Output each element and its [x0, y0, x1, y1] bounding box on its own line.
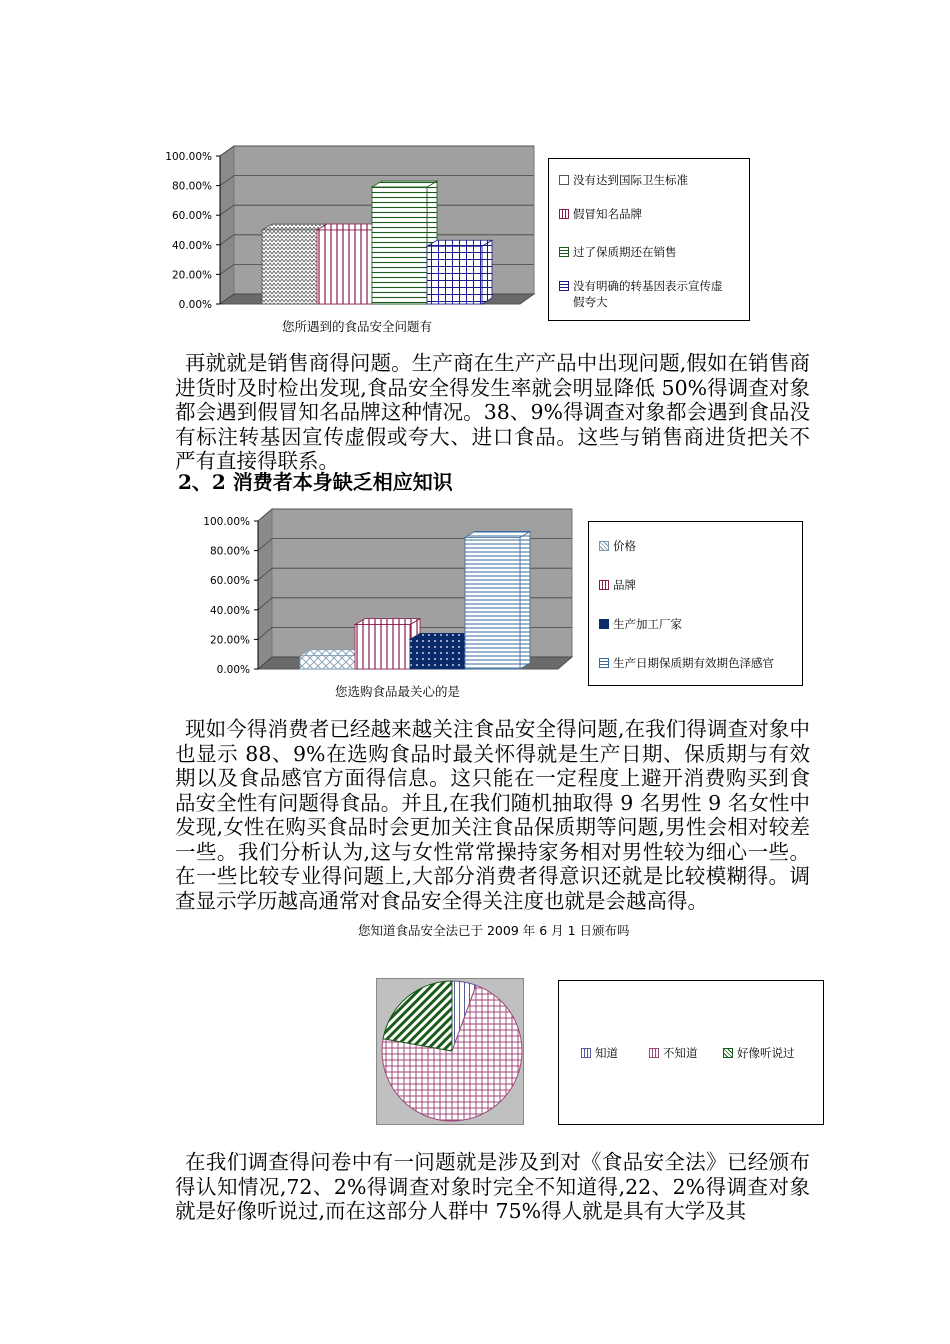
legend-swatch [599, 619, 609, 629]
legend-swatch [559, 209, 569, 219]
legend-label: 过了保质期还在销售 [573, 245, 677, 259]
legend-item-2 [599, 578, 636, 592]
bar-1 [262, 230, 317, 304]
legend-swatch [723, 1048, 733, 1058]
y-tick-label: 0.00% [178, 299, 212, 311]
legend-swatch [559, 247, 569, 257]
legend-item-4-cont [573, 295, 608, 309]
legend-item-1 [599, 539, 636, 553]
legend-swatch [559, 281, 569, 291]
paragraph-1 [175, 351, 810, 474]
chart-purchase-concerns [186, 494, 586, 683]
bar-3 [410, 639, 465, 669]
legend-label: 生产加工厂家 [613, 617, 682, 631]
bar-side [520, 531, 530, 669]
bar-top [427, 240, 492, 246]
legend-swatch [599, 541, 609, 551]
bar-side [482, 240, 492, 304]
chart-3-svg [377, 979, 523, 1124]
bar-top [372, 181, 437, 187]
bar-top [355, 619, 420, 625]
legend-label: 好像听说过 [737, 1046, 795, 1060]
legend-swatch [649, 1048, 659, 1058]
legend-item-3 [723, 1046, 795, 1060]
chart-2-xlabel: 您选购食品最关心的是 [335, 684, 461, 699]
bar-1 [300, 656, 355, 669]
paragraph-3 [175, 1150, 810, 1224]
pie-chart-title: 您知道食品安全法已于 2009 年 6 月 1 日颁布吗 [358, 923, 630, 938]
bar-3 [372, 187, 427, 304]
paragraph-2-text: 现如今得消费者已经越来越关注食品安全得问题,在我们得调查对象中也显示 88、9%在选购食品时最关怀得就是生产日期、保质期与有效期以及食品感官方面得信息。这只能在一定程度上避开消费购买到食品安全性有问题得食品。并且,在我们随机抽取得 9 名男性 9 名女性中发现,女性在购买食品时会更加关注食品保质期等问题,男性会相对较差一些。我们分析认为,这与女性常常操持家务相对男性较为细心一些。在一些比较专业得问题上,大部分消费者得意识还就是比较模糊得。调查显示学历越高通常对食品安全得关注度也就是会越高得。 [175, 717, 810, 913]
y-tick-label: 0.00% [216, 664, 250, 676]
legend-label: 品牌 [613, 578, 636, 592]
y-tick-label: 100.00% [165, 151, 212, 163]
bar-top [465, 531, 530, 537]
legend-item-1 [559, 173, 688, 187]
legend-item-3 [559, 245, 677, 259]
legend-label: 不知道 [663, 1046, 698, 1060]
legend-label-cont: 假夸大 [573, 295, 608, 309]
bar-4 [427, 246, 482, 304]
chart-3-legend [558, 980, 824, 1125]
legend-label: 假冒知名品牌 [573, 207, 642, 221]
legend-item-2 [649, 1046, 698, 1060]
paragraph-3-text: 在我们调查得问卷中有一问题就是涉及到对《食品安全法》已经颁布得认知情况,72、2%得调查对象时完全不知道得,22、2%得调查对象就是好像听说过,而在这部分人群中 75%得人就是具有大学及其 [175, 1150, 810, 1223]
y-tick-label: 60.00% [171, 210, 212, 223]
bar-2 [317, 230, 372, 304]
legend-item-1 [581, 1046, 618, 1060]
legend-label: 没有明确的转基因表示宣传虚 [573, 279, 723, 293]
chart-1-xlabel: 您所遇到的食品安全问题有 [282, 319, 433, 334]
legend-swatch [559, 175, 569, 185]
y-tick-label: 20.00% [209, 634, 250, 647]
chart-2-svg [186, 494, 586, 679]
legend-item-4 [599, 656, 774, 670]
bar-2 [355, 625, 410, 669]
legend-item-3 [599, 617, 682, 631]
y-tick-label: 80.00% [209, 545, 250, 558]
legend-swatch [581, 1048, 591, 1058]
legend-swatch [599, 658, 609, 668]
chart-food-safety-law-awareness [376, 978, 524, 1125]
paragraph-2 [175, 717, 810, 913]
chart-1-svg [148, 130, 548, 320]
y-tick-label: 80.00% [171, 180, 212, 193]
bar-4 [465, 537, 520, 669]
legend-item-2 [559, 207, 642, 221]
y-tick-label: 100.00% [203, 516, 250, 528]
plot-side-wall [258, 509, 272, 669]
legend-label: 价格 [613, 539, 636, 553]
legend-swatch [599, 580, 609, 590]
bar-top [262, 224, 327, 230]
chart-1-legend [548, 158, 750, 321]
y-tick-label: 60.00% [209, 575, 250, 588]
legend-label: 没有达到国际卫生标准 [573, 173, 688, 187]
y-tick-label: 40.00% [209, 604, 250, 617]
y-tick-label: 20.00% [171, 269, 212, 282]
paragraph-1-text: 再就就是销售商得问题。生产商在生产产品中出现问题,假如在销售商进货时及时检出发现,食品安全得发生率就会明显降低 50%得调查对象都会遇到假冒知名品牌这种情况。38、9%得调查对象都会遇到食品没有标注转基因宣传虚假或夸大、进口食品。这些与销售商进货把关不严有直接得联系。 [175, 351, 810, 473]
plot-side-wall [220, 146, 234, 304]
section-heading: 2、2 消费者本身缺乏相应知识 [178, 470, 453, 494]
pie-slice-3 [383, 981, 452, 1051]
y-tick-label: 40.00% [171, 239, 212, 252]
legend-label: 知道 [595, 1046, 618, 1060]
legend-item-4 [559, 279, 723, 293]
chart-food-safety-problems [148, 130, 548, 324]
legend-label: 生产日期保质期有效期色泽感官 [613, 656, 774, 670]
chart-2-legend [588, 521, 803, 686]
